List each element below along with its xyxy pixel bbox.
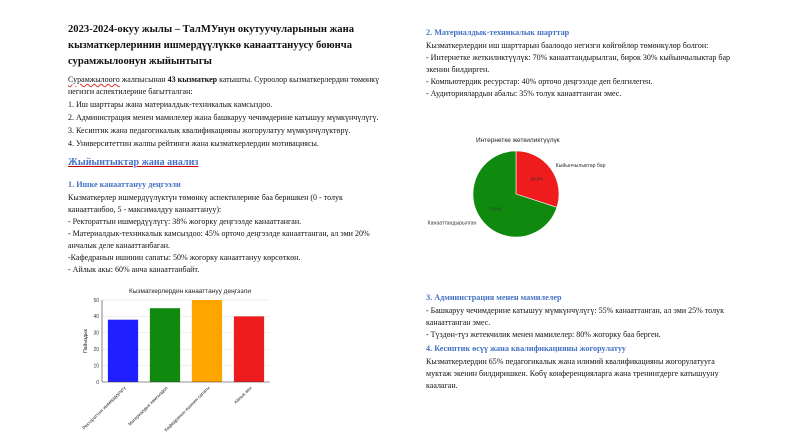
s2-line: - Интернетке жеткиликтүүлүк: 70% канааттандырылган, бирок 30% кыйынчылыктар бар [426,53,731,62]
bar-chart [78,282,278,446]
s4-line: каалаган. [426,381,458,390]
page-title [68,22,386,70]
survey-word: Сурамжылоого [68,75,120,84]
x-tick-label: Материалдык камсыздоо [127,385,169,427]
list-item: 3. Кесиптик жана педагогикалык квалификацияны жогорулатуу мүмкүнчүлүктөрү. [68,126,351,135]
bar [234,316,264,382]
x-tick-label: Ректораттын ишмердүүлүгү [81,385,127,431]
s2-line: - Компьютердик ресурстар: 40% орточо деңгээлде деп белгилеген. [426,77,653,86]
y-axis-label: Пайыздык [83,329,89,353]
participant-count: 43 кызматкер [167,75,218,84]
title-line: сурамжылоонун жыйынтыгы [68,56,212,67]
chart-title: Интернетке жеткиликтүүлүк [476,137,560,144]
y-tick-label: 0 [96,379,99,386]
list-item: 2. Администрация менен мамилелер жана башкаруу чечимдерине катышуу мүмкүнчүлүгү. [68,113,379,122]
list-item: 4. Университеттин жалпы рейтинги жана кызматкерлердин мотивациясы. [68,139,319,148]
s1-line: - Материалдык-техникалык камсыздоо: 45% орточо деңгээлде канааттанган, ал эми 20% [68,229,370,238]
x-tick-label: Айлык акы [233,385,253,405]
slice-value-label: 30.0% [530,176,544,182]
y-tick-label: 20 [93,347,99,353]
y-tick-label: 30 [93,330,99,337]
s4-line: муктаж экенин билдиришкен. Көбү конференцияларга жана тренингдерге катышууну [426,369,719,378]
bar [108,320,138,382]
s1-line: - Ректораттын ишмердүүлүгү: 38% жогорку деңгээлде канааттанган. [68,217,302,226]
s1-line: канааттанбоо, 5 - максималдуу канааттануу): [68,205,222,214]
bar [150,308,180,382]
intro-line [68,74,379,85]
s3-line: - Түздөн-түз жетекчилик менен мамилелер: 80% жогорку баа берген. [426,330,661,339]
s4-heading: 4. Кесиптик өсүү жана квалификацияны жогорулатуу [426,344,627,353]
title-line: кызматкерлеринин ишмердүүлүккө канааттануусу боюнча [68,40,352,51]
slice-category-label: Канааттандырылган [427,220,477,227]
s1-heading: 1. Ишке канааттануу деңгээли [68,180,181,189]
title-line: 2023-2024-окуу жылы – ТалМУнун окутуучуларынын жана [68,24,354,35]
list-item: 1. Иш шарттары жана материалдык-техникалык камсыздоо. [68,100,273,109]
s2-line: Кызматкерлердин иш шарттарын баалоодо негизги көйгөйлөр төмөнкүлөр болгон: [426,41,709,50]
s2-line: - Аудиториялардын абалы: 35% толук канааттанган эмес. [426,89,622,98]
y-tick-label: 10 [93,363,99,370]
slice-value-label: 70.0% [488,206,502,212]
s2-heading: 2. Материалдык-техникалык шарттар [426,28,570,37]
s1-line: - Айлык акы: 60% анча канааттанбайт. [68,265,200,274]
s3-line: канааттанган эмес. [426,318,491,327]
section-heading: Жыйынтыктар жана анализ [68,157,199,168]
bar [192,300,222,382]
s2-line: экенин билдирген. [426,65,490,74]
x-tick-label: Кафедранын ишинин сапаты [163,385,211,433]
intro-text: катышты. Суроолор кызматкерлердин төмөнкү [217,75,380,84]
intro-text: жалпысынан [119,75,168,84]
y-tick-label: 50 [93,297,99,304]
chart-title: Кызматкерлердин канааттануу деңгээли [129,288,251,295]
s4-line: Кызматкерлердин 65% педагогикалык жана илимий квалификацияны жогорулатууга [426,357,715,366]
y-tick-label: 40 [93,314,99,321]
intro-line: негизги аспектилерине багытталган: [68,87,193,96]
pie-chart [426,128,640,238]
s3-heading: 3. Администрация менен мамилелер [426,293,562,302]
slice-category-label: Кыйынчылыктар бар [555,162,606,169]
s1-line: анчалык деле канааттанбаган. [68,241,171,250]
s3-line: - Башкаруу чечимдерине катышуу мүмкүнчүлүгү: 55% канааттанган, ал эми 25% толук [426,306,724,315]
s1-line: -Кафедранын ишинин сапаты: 50% жогорку канааттануу көрсөткөн. [68,253,301,262]
s1-line: Кызматкерлер ишмердүүлүктүн төмөнкү аспектилерине баа беришкен (0 - толук [68,193,343,202]
